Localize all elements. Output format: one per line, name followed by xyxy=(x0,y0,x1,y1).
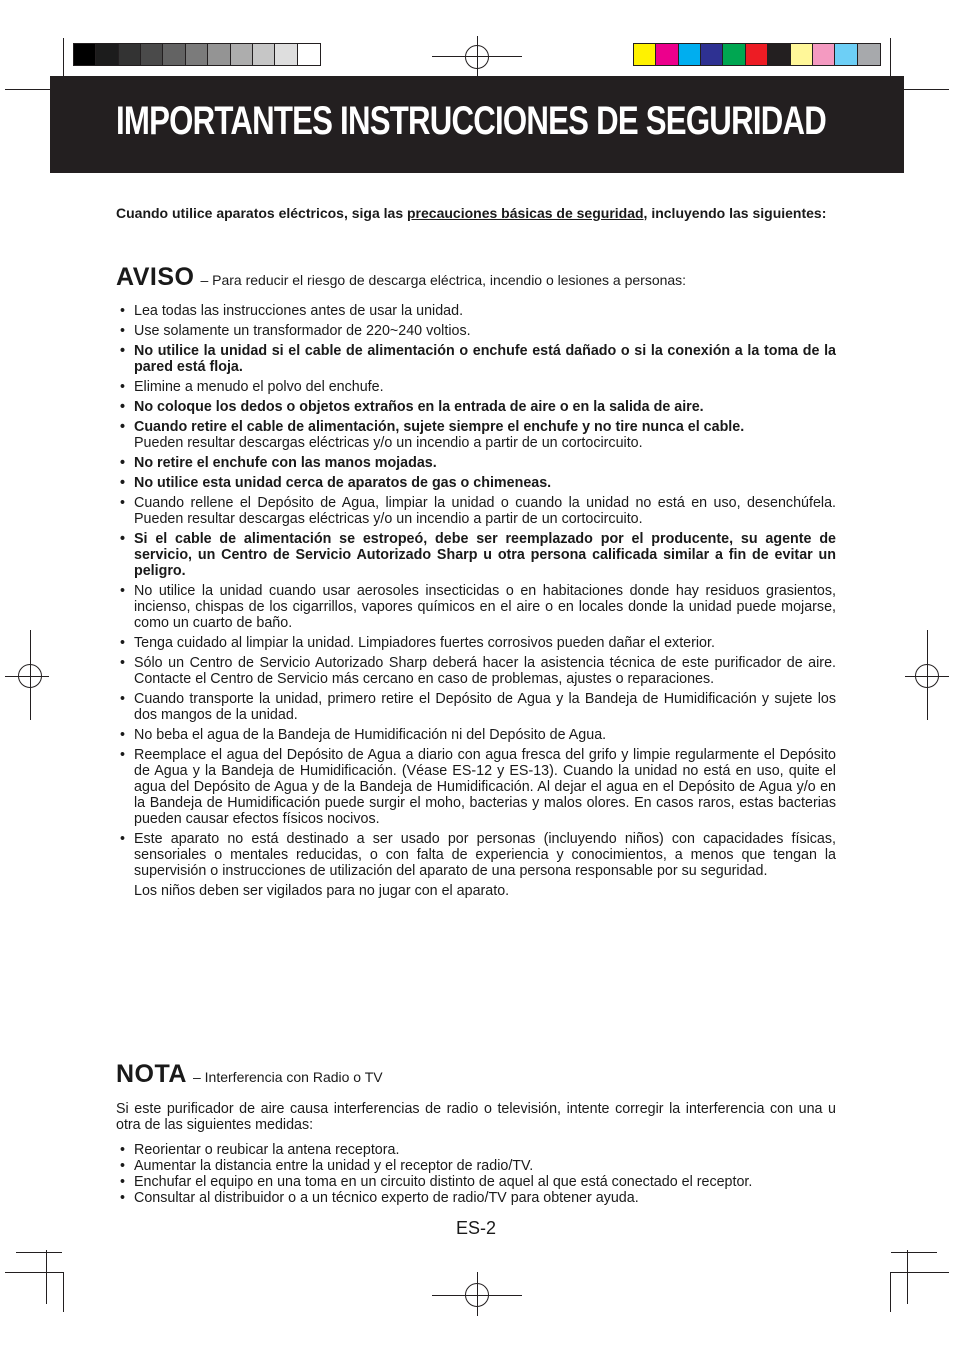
color-swatch xyxy=(141,44,163,65)
warning-item-text: Reemplace el agua del Depósito de Agua a diario con agua fresca del grifo y limpie regularmente el Depósito de Agua y la Bandeja de Humidificación. (Véase ES-12 y ES-13). Cuando la unidad no está en uso, quite el agua del Depósito de Agua y de la Bandeja de Humidificación. Al dejar el agua en el Depósito de Agua y/o en la Bandeja de Humidificación puede surgir el moho, bacterias y malos olores. En casos raros, estas bacterias pueden causar efectos físicos nocivos. xyxy=(134,747,836,827)
color-bar xyxy=(633,43,881,66)
grayscale-bar xyxy=(73,43,321,66)
color-swatch xyxy=(74,44,96,65)
warning-item xyxy=(116,455,836,471)
warning-item xyxy=(116,831,836,879)
warning-item xyxy=(116,691,836,723)
warning-item xyxy=(116,583,836,631)
nota-item: • Enchufar el equipo en una toma en un circuito distinto de aquel al que está conectado el receptor. xyxy=(116,1174,836,1190)
nota-list xyxy=(116,1142,836,1206)
intro-text-start: Cuando utilice aparatos eléctricos, siga las xyxy=(116,205,407,221)
color-swatch xyxy=(208,44,230,65)
warning-item xyxy=(116,655,836,687)
color-swatch xyxy=(231,44,253,65)
warning-item-text: No utilice esta unidad cerca de aparatos de gas o chimeneas. xyxy=(134,475,552,491)
warning-item xyxy=(116,727,836,743)
warning-item xyxy=(116,379,836,395)
warning-item-text: Sólo un Centro de Servicio Autorizado Sharp deberá hacer la asistencia técnica de este purificador de aire. Contacte el Centro de Servicio más cercano en caso de problemas, ajustes o reparaciones. xyxy=(134,655,836,687)
intro-text-end: , incluyendo las siguientes: xyxy=(643,205,827,221)
warning-item-text: No beba el agua de la Bandeja de Humidificación ni del Depósito de Agua. xyxy=(134,727,607,743)
color-swatch xyxy=(253,44,275,65)
color-swatch xyxy=(858,44,880,65)
aviso-section xyxy=(116,303,836,899)
nota-item: • Reorientar o reubicar la antena receptora. xyxy=(116,1142,836,1158)
warning-item xyxy=(116,635,836,651)
intro-paragraph xyxy=(116,204,836,222)
warning-item xyxy=(116,343,836,375)
color-swatch xyxy=(791,44,813,65)
nota-description: – Interferencia con Radio o TV xyxy=(192,1069,383,1085)
warning-item-text: Use solamente un transformador de 220~240 voltios. xyxy=(134,323,471,339)
warning-item-text: Si el cable de alimentación se estropeó, debe ser reemplazado por el producente, su agente de servicio, un Centro de Servicio Autorizado Sharp u otra persona calificada similar a fin de evitar un peligro. xyxy=(134,531,836,579)
color-swatch xyxy=(701,44,723,65)
color-swatch xyxy=(186,44,208,65)
warning-item xyxy=(116,747,836,827)
nota-paragraph: Si este purificador de aire causa interferencias de radio o televisión, intente corregir la interferencia con una u otra de las siguientes medidas: xyxy=(116,1101,836,1133)
aviso-list xyxy=(116,303,836,879)
warning-item-extra: Pueden resultar descargas eléctricas y/o un incendio a partir de un cortocircuito. xyxy=(134,435,643,451)
warning-item-text: No utilice la unidad si el cable de alimentación o enchufe está dañado o si la conexión a la toma de la pared está floja. xyxy=(134,343,836,375)
warning-item-text: Este aparato no está destinado a ser usado por personas (incluyendo niños) con capacidades físicas, sensoriales o mentales reducidas, o con falta de experiencia y conocimientos, a menos que tengan la supervisión o instrucciones de utilización del aparato de una persona responsable por su seguridad. xyxy=(134,831,836,879)
color-swatch xyxy=(275,44,297,65)
aviso-heading xyxy=(116,263,686,292)
nota-section xyxy=(116,1142,836,1206)
color-swatch xyxy=(723,44,745,65)
warning-item xyxy=(116,531,836,579)
warning-item xyxy=(116,303,836,319)
warning-item xyxy=(116,323,836,339)
warning-item-text: Cuando transporte la unidad, primero retire el Depósito de Agua y la Bandeja de Humidificación y sujete los dos mangos de la unidad. xyxy=(134,691,836,723)
color-swatch xyxy=(298,44,320,65)
color-swatch xyxy=(656,44,678,65)
page-number: ES-2 xyxy=(456,1218,497,1238)
warning-item-text: No retire el enchufe con las manos mojadas. xyxy=(134,455,437,471)
warning-item xyxy=(116,475,836,491)
aviso-description: – Para reducir el riesgo de descarga eléctrica, incendio o lesiones a personas: xyxy=(200,272,687,288)
color-swatch xyxy=(768,44,790,65)
warning-item-text: Tenga cuidado al limpiar la unidad. Limpiadores fuertes corrosivos pueden dañar el exterior. xyxy=(134,635,715,651)
nota-label: NOTA xyxy=(116,1060,187,1088)
color-swatch xyxy=(163,44,185,65)
warning-item xyxy=(116,419,836,451)
nota-item: • Aumentar la distancia entre la unidad y el receptor de radio/TV. xyxy=(116,1158,836,1174)
intro-underlined: precauciones básicas de seguridad xyxy=(407,205,644,221)
warning-item-text: No utilice la unidad cuando usar aerosoles insecticidas o en habitaciones donde hay residuos grasientos, incienso, chispas de los cigarrillos, vapores químicos en el aire o en locales donde la unidad puede mojarse, como un cuarto de baño. xyxy=(134,583,836,631)
warning-item xyxy=(116,495,836,527)
title-band xyxy=(50,76,904,173)
warning-item-text: No coloque los dedos o objetos extraños en la entrada de aire o en la salida de aire. xyxy=(134,399,704,415)
color-swatch xyxy=(813,44,835,65)
color-swatch xyxy=(96,44,118,65)
color-swatch xyxy=(746,44,768,65)
color-swatch xyxy=(119,44,141,65)
nota-heading xyxy=(116,1060,383,1089)
page-title: IMPORTANTES INSTRUCCIONES DE SEGURIDAD xyxy=(116,99,826,143)
warning-item-text: Lea todas las instrucciones antes de usar la unidad. xyxy=(134,303,464,319)
warning-item-text: Cuando rellene el Depósito de Agua, limpiar la unidad o cuando la unidad no está en uso, desenchúfela. Pueden resultar descargas eléctricas y/o un incendio a partir de un cortocircuito. xyxy=(134,495,836,527)
warning-item-text: Cuando retire el cable de alimentación, sujete siempre el enchufe y no tire nunca el cable. xyxy=(134,419,745,435)
aviso-label: AVISO xyxy=(116,263,195,291)
warning-item xyxy=(116,399,836,415)
children-note: Los niños deben ser vigilados para no jugar con el aparato. xyxy=(134,883,510,899)
warning-item-text: Elimine a menudo el polvo del enchufe. xyxy=(134,379,384,395)
color-swatch xyxy=(679,44,701,65)
color-swatch xyxy=(634,44,656,65)
color-swatch xyxy=(835,44,857,65)
nota-item: • Consultar al distribuidor o a un técnico experto de radio/TV para obtener ayuda. xyxy=(116,1190,836,1206)
